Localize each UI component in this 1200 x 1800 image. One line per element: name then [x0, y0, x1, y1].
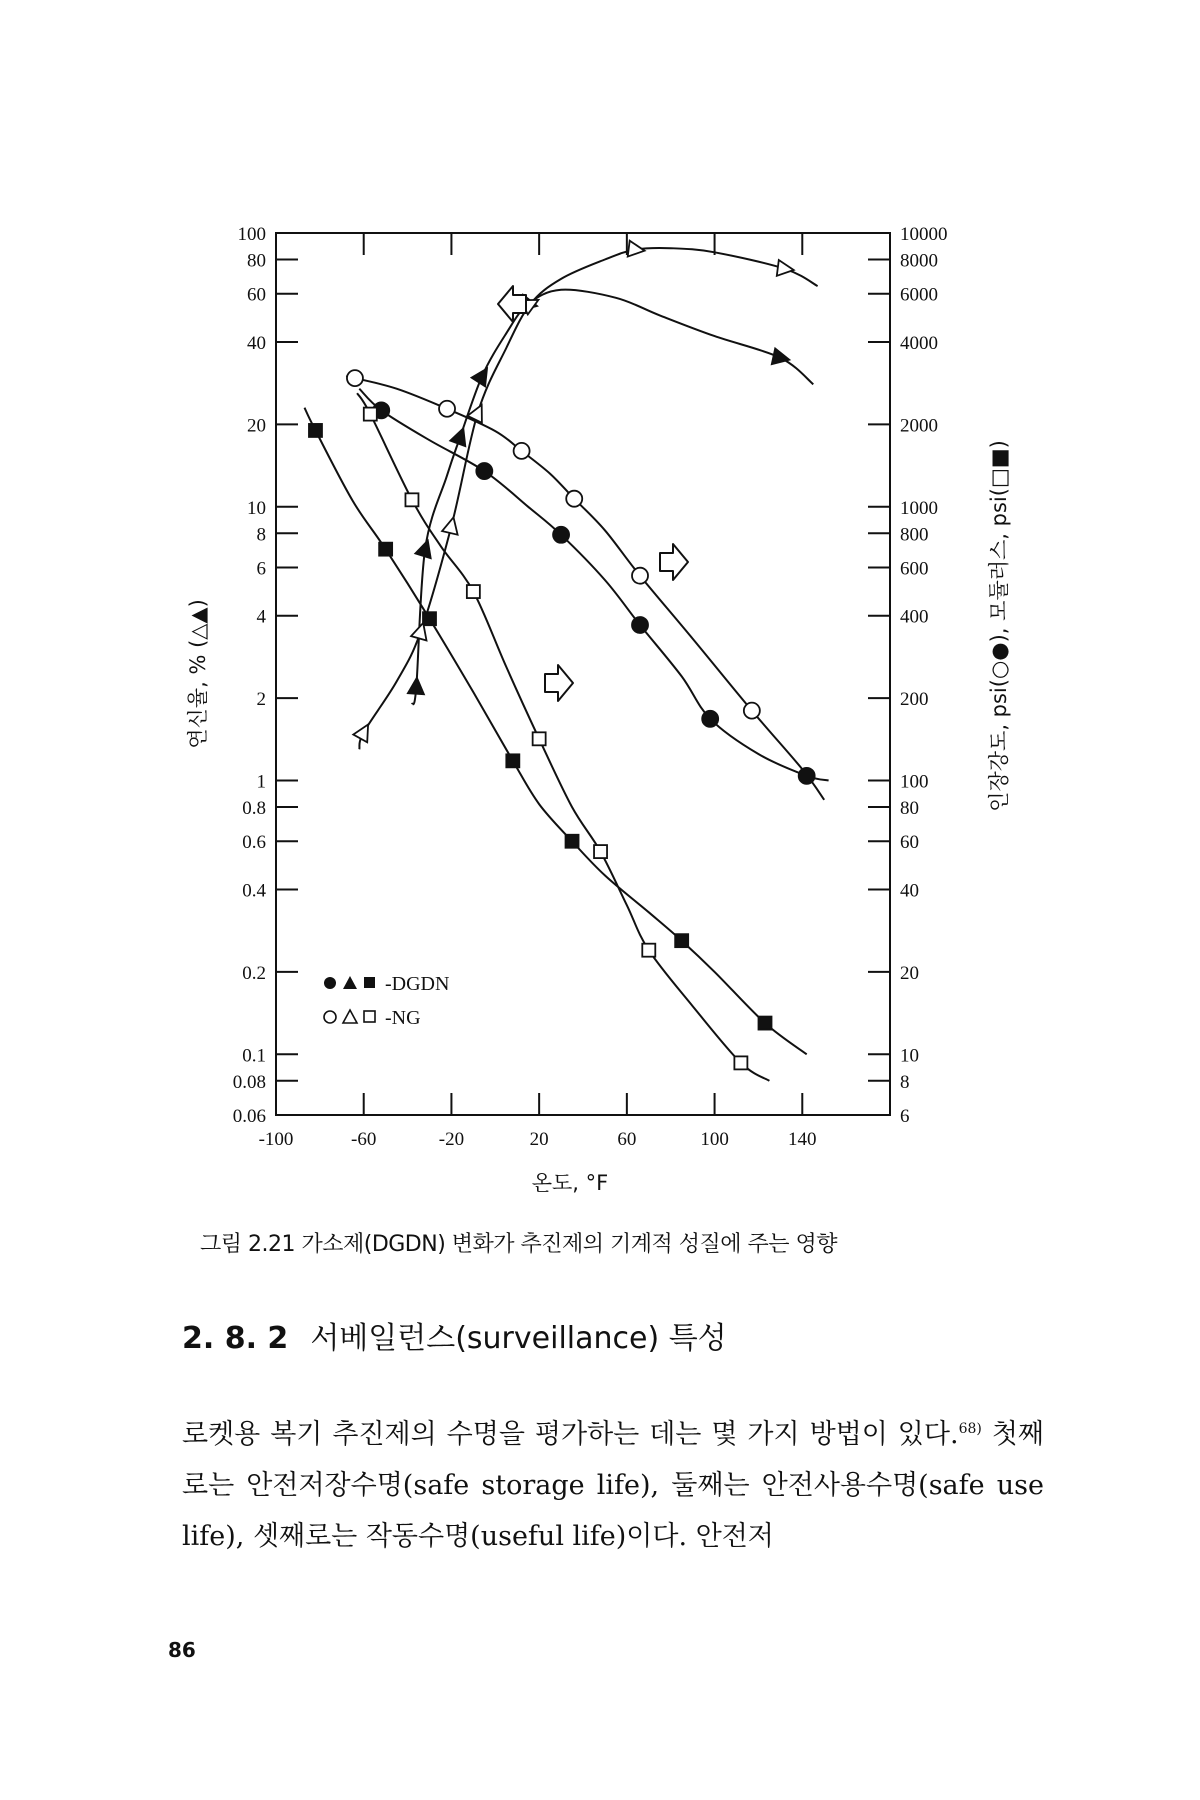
- right-tick-label: 10: [900, 1045, 919, 1067]
- right-tick-label: 6: [900, 1106, 910, 1127]
- x-tick-label: 140: [788, 1129, 817, 1150]
- data-point-circle: [553, 527, 569, 543]
- data-point-square: [759, 1017, 772, 1030]
- legend-marker-open-triangle: [343, 1010, 357, 1023]
- data-point-square: [379, 543, 392, 556]
- series-line-4: [412, 290, 813, 705]
- data-point-triangle: [472, 369, 487, 387]
- data-point-triangle: [408, 678, 424, 695]
- data-point-circle: [476, 463, 492, 479]
- left-tick-label: 0.08: [232, 1071, 266, 1093]
- x-axis-title: 온도, °F: [531, 1171, 609, 1195]
- legend-label-dgdn: -DGDN: [385, 973, 450, 995]
- series-line-2: [305, 408, 807, 1055]
- legend-marker-open-square: [364, 1011, 375, 1022]
- left-tick-label: 100: [237, 224, 266, 245]
- left-tick-label: 2: [256, 689, 266, 711]
- legend: [324, 973, 449, 1029]
- data-point-square: [675, 934, 688, 947]
- left-axis-ticks: [233, 224, 298, 1127]
- section-title: 서베일런스(surveillance) 특성: [310, 1321, 727, 1356]
- right-axis-title: 인장강도, psi(○●), 모듈러스, psi(□■): [987, 440, 1011, 812]
- data-point-triangle: [450, 428, 465, 446]
- data-point-square: [734, 1056, 747, 1069]
- left-tick-label: 0.8: [242, 798, 266, 820]
- arrow-right-icon: [545, 665, 573, 701]
- data-point-triangle: [442, 517, 458, 534]
- right-tick-label: 10000: [900, 224, 948, 245]
- data-point-square: [566, 835, 579, 848]
- footnote-reference: 68): [958, 1421, 982, 1437]
- right-tick-label: 20: [900, 962, 919, 984]
- right-tick-label: 600: [900, 558, 929, 580]
- x-tick-label: 60: [617, 1129, 637, 1150]
- legend-marker-open-circle: [324, 1011, 336, 1023]
- left-tick-label: 0.1: [242, 1045, 266, 1067]
- right-tick-label: 2000: [900, 415, 938, 437]
- data-point-circle: [702, 711, 718, 727]
- x-tick-label: 20: [529, 1129, 549, 1150]
- x-tick-label: -20: [438, 1129, 465, 1150]
- data-point-square: [506, 754, 519, 767]
- left-axis-title: 연신율, % (△▲): [186, 599, 210, 749]
- series-line-5: [359, 248, 817, 749]
- series-curves: [305, 248, 829, 1081]
- right-tick-label: 800: [900, 524, 929, 546]
- data-point-circle: [744, 703, 760, 719]
- data-point-square: [594, 845, 607, 858]
- legend-marker-filled-triangle: [343, 976, 357, 989]
- left-tick-label: 4: [256, 606, 266, 628]
- data-point-triangle: [777, 260, 794, 276]
- data-point-triangle: [628, 241, 645, 257]
- left-tick-label: 8: [256, 524, 266, 546]
- right-tick-label: 400: [900, 606, 929, 628]
- data-point-square: [309, 424, 322, 437]
- right-tick-label: 8: [900, 1071, 910, 1093]
- left-tick-label: 0.2: [242, 962, 266, 984]
- body-paragraph: [182, 1404, 1044, 1562]
- right-tick-label: 4000: [900, 332, 938, 354]
- right-tick-label: 1000: [900, 497, 938, 519]
- left-tick-label: 0.4: [242, 880, 266, 902]
- legend-marker-filled-square: [364, 977, 375, 988]
- data-point-circle: [632, 568, 648, 584]
- data-point-circle: [439, 401, 455, 417]
- x-tick-label: -60: [351, 1129, 377, 1150]
- series-line-0: [359, 389, 828, 781]
- left-tick-label: 60: [247, 284, 266, 306]
- data-point-square: [423, 612, 436, 625]
- data-point-square: [405, 493, 418, 506]
- data-point-circle: [347, 370, 363, 386]
- legend-marker-filled-circle: [324, 977, 336, 989]
- arrow-right-icon: [660, 544, 688, 580]
- right-tick-label: 40: [900, 880, 919, 902]
- right-tick-label: 200: [900, 689, 929, 711]
- left-tick-label: 0.06: [232, 1106, 266, 1127]
- data-point-circle: [799, 768, 815, 784]
- series-markers: [309, 241, 815, 1070]
- section-number: 2. 8. 2: [182, 1321, 289, 1356]
- data-point-square: [642, 944, 655, 957]
- data-point-circle: [632, 617, 648, 633]
- left-tick-label: 6: [256, 558, 266, 580]
- figure-caption: 그림 2.21 가소제(DGDN) 변화가 추진제의 기계적 성질에 주는 영향: [200, 1232, 838, 1257]
- section-heading: [182, 1313, 727, 1357]
- paragraph-text-2: 첫째로는 안전저장수명(safe storage life), 둘째는 안전사용수명(safe use life), 셋째로는 작동수명(useful life)이다. 안전저: [182, 1419, 1044, 1552]
- data-point-circle: [514, 443, 530, 459]
- arrow-icons: [498, 286, 688, 701]
- left-tick-label: 1: [256, 771, 266, 793]
- right-tick-label: 100: [900, 771, 929, 793]
- x-tick-label: -100: [258, 1129, 294, 1150]
- right-tick-label: 8000: [900, 250, 938, 272]
- left-tick-label: 0.6: [242, 832, 266, 854]
- left-tick-label: 80: [247, 250, 266, 272]
- series-line-1: [346, 376, 824, 800]
- page-number: 86: [168, 1638, 196, 1662]
- right-tick-label: 6000: [900, 284, 938, 306]
- left-tick-label: 10: [247, 497, 266, 519]
- data-point-triangle: [415, 541, 430, 559]
- data-point-square: [364, 408, 377, 421]
- data-point-circle: [566, 491, 582, 507]
- x-tick-label: 100: [700, 1129, 729, 1150]
- right-tick-label: 60: [900, 832, 919, 854]
- left-tick-label: 20: [247, 415, 266, 437]
- left-tick-label: 40: [247, 332, 266, 354]
- data-point-square: [467, 585, 480, 598]
- data-point-triangle: [353, 725, 368, 743]
- data-point-square: [533, 732, 546, 745]
- legend-label-ng: -NG: [385, 1007, 421, 1029]
- right-tick-label: 80: [900, 798, 919, 820]
- right-axis-ticks: [868, 224, 948, 1127]
- paragraph-text-1: 로켓용 복기 추진제의 수명을 평가하는 데는 몇 가지 방법이 있다.: [182, 1419, 959, 1450]
